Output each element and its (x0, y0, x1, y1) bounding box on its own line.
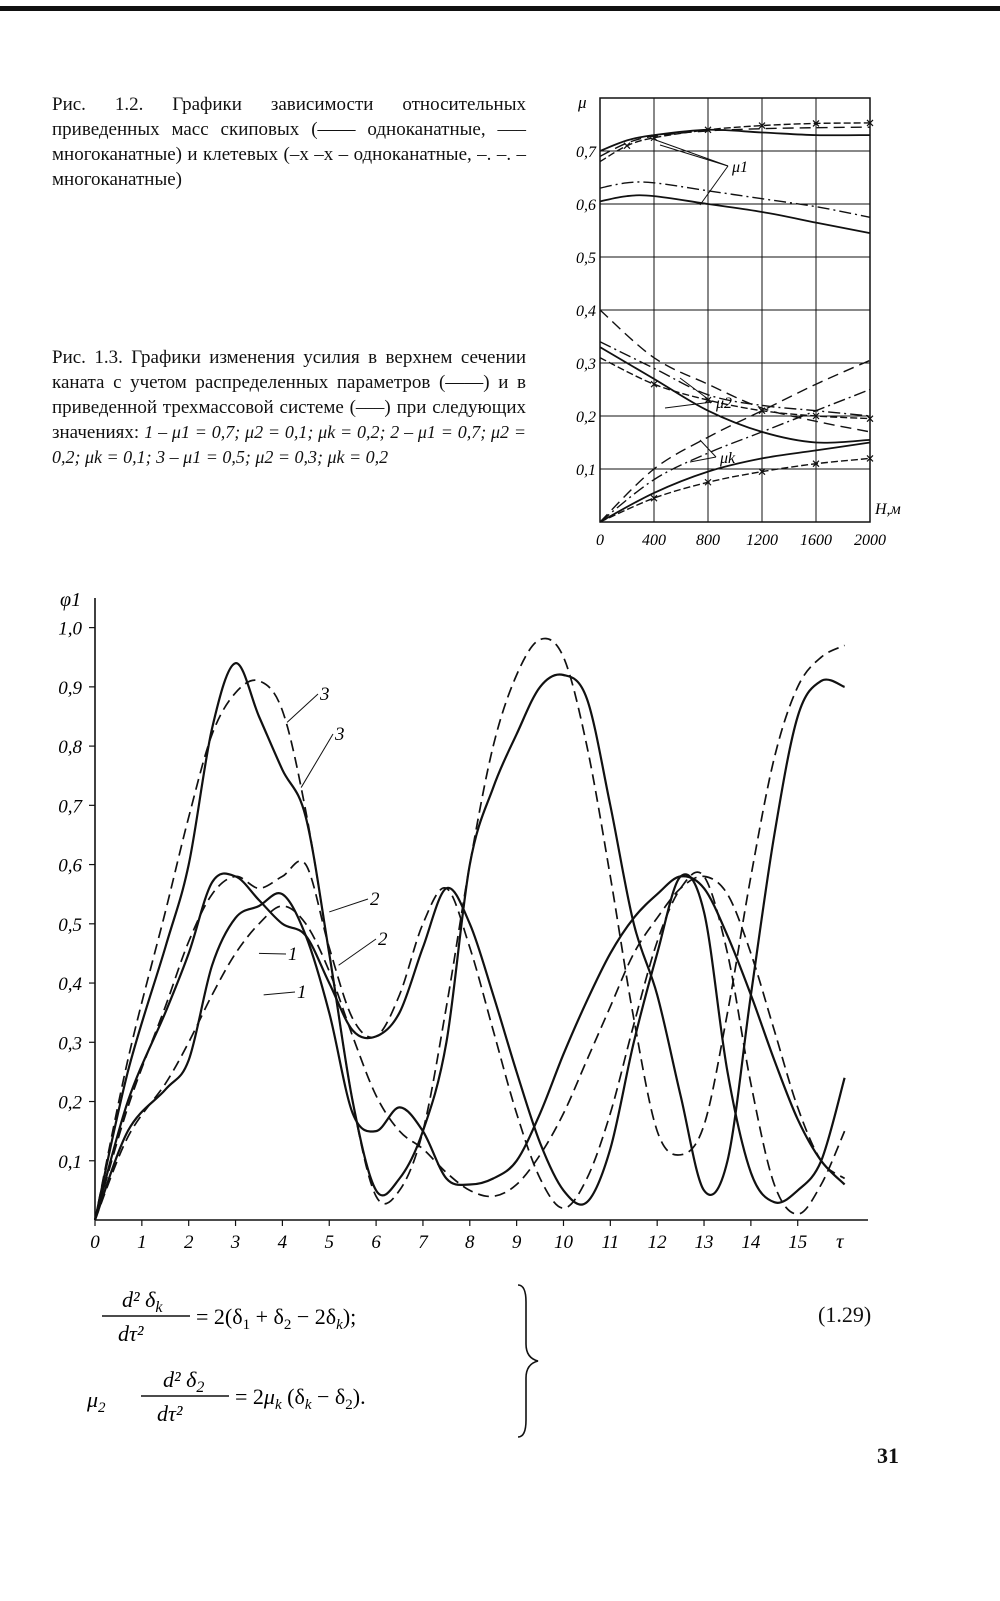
mu-x-tick-label: 400 (642, 532, 666, 549)
phi-series-2-solid (95, 873, 845, 1220)
mu-y-axis-label: μ (578, 93, 587, 112)
phi-curve-label: 2 (378, 929, 388, 950)
system-brace (508, 1282, 548, 1440)
phi-curve-label: 2 (370, 889, 380, 910)
equation-2 (85, 1365, 485, 1434)
phi-x-tick-label: 4 (277, 1232, 288, 1253)
equation-2-svg (85, 1365, 485, 1427)
phi-x-tick-label: 15 (788, 1232, 808, 1253)
phi-curve-label: 1 (288, 944, 298, 965)
equation-1 (100, 1285, 480, 1354)
figure-1-3-parameter-values: 1 – μ1 = 0,7; μ2 = 0,1; μk = 0,2; 2 – μ1 = 0,7; μ2 = 0,2; μk = 0,1; 3 – μ1 = 0,5; μ2 = 0,3; μk = 0,2 (52, 422, 527, 467)
phi-y-tick-label: 1,0 (58, 618, 82, 640)
phi-label-leader (259, 953, 286, 954)
phi-y-tick-label: 0,6 (58, 855, 82, 877)
mu-y-tick-label: 0,2 (576, 409, 596, 426)
mu-annotation-label: μ1 (732, 159, 749, 176)
mu-y-tick-label: 0,3 (576, 356, 596, 373)
phi-x-tick-label: 13 (694, 1232, 714, 1253)
mu-annotation-label: μk (720, 450, 736, 467)
phi-y-tick-label: 0,5 (58, 914, 82, 936)
equation-1-svg (100, 1285, 480, 1347)
phi-curve-label: 3 (320, 684, 330, 705)
eq1-denominator: dτ² (118, 1321, 144, 1346)
phi-x-tick-label: 1 (137, 1232, 147, 1253)
phi-y-axis-label: φ1 (60, 589, 82, 611)
mu-x-tick-label: 0 (596, 532, 604, 549)
mu-x-tick-label: 1200 (746, 532, 778, 549)
phi-series-1-solid (95, 876, 845, 1220)
mu-y-tick-label: 0,7 (576, 144, 596, 161)
phi-x-tick-label: 8 (465, 1232, 475, 1253)
phi-y-tick-label: 0,2 (58, 1092, 82, 1114)
mu-annotation-label: μ2 (716, 395, 733, 412)
eq1-numerator: d² $\delta_k$ (122, 1287, 163, 1316)
phi-x-tick-label: 5 (324, 1232, 334, 1253)
phi-y-tick-label: 0,9 (58, 677, 82, 699)
phi-y-tick-label: 0,7 (58, 796, 82, 818)
phi-x-tick-label: 0 (90, 1232, 100, 1253)
phi-label-leader (287, 694, 318, 722)
eq2-denominator: dτ² (157, 1401, 183, 1426)
mu-y-tick-label: 0,4 (576, 303, 596, 320)
phi-y-tick-label: 0,4 (58, 974, 82, 996)
mu-x-axis-label: H,м (875, 501, 901, 518)
mu-x-tick-label: 1600 (800, 532, 832, 549)
phi-x-tick-label: 9 (511, 1232, 522, 1253)
phi-x-tick-label: 7 (418, 1232, 428, 1253)
mu-y-tick-label: 0,5 (576, 250, 596, 267)
mu-x-tick-label: 800 (696, 532, 720, 549)
phi-x-tick-label: 11 (601, 1232, 620, 1253)
eq1-rhs: = $2(\delta_1 + \delta_2 - 2\delta_k)$; (196, 1304, 357, 1333)
phi-series-2-dash (95, 861, 845, 1220)
phi-y-tick-label: 0,1 (58, 1151, 82, 1173)
figure-1-2-caption: Рис. 1.2. Графики зависимости относительных приведенных масс скиповых (—— одноканатные, ––– многоканатные) и клетевых (–x –x – одноканатные, –. –. – многоканатные) (52, 94, 526, 190)
phi-label-leader (264, 992, 295, 995)
phi-label-leader (329, 899, 368, 912)
phi-curve-label: 3 (335, 724, 345, 745)
phi-x-tick-label: 6 (371, 1232, 381, 1253)
mu-x-tick-label: 2000 (854, 532, 886, 549)
phi-series-1-dash (95, 876, 845, 1220)
phi-x-tick-label: 14 (741, 1232, 761, 1253)
phi-y-tick-label: 0,8 (58, 737, 82, 759)
phi-x-axis-label: τ (836, 1229, 844, 1253)
mu-y-tick-label: 0,1 (576, 462, 596, 479)
phi-x-tick-label: 10 (553, 1232, 573, 1253)
phi-label-leader (339, 939, 376, 965)
phi-x-tick-label: 3 (230, 1232, 241, 1253)
equation-number: (1.29) (818, 1302, 872, 1327)
phi-y-tick-label: 0,3 (58, 1033, 82, 1055)
eq2-rhs: = $2\mu_k$ $(\delta_k - \delta_2)$. (235, 1384, 366, 1413)
phi-label-leader (301, 734, 333, 788)
phi-curve-label: 1 (297, 982, 307, 1003)
mu-y-tick-label: 0,6 (576, 197, 596, 214)
eq2-coefficient: $\mu_2$ (87, 1387, 106, 1416)
eq2-numerator: d² $\delta_2$ (163, 1367, 205, 1396)
phi-x-tick-label: 2 (183, 1232, 194, 1253)
figure-1-3-caption-text: Рис. 1.3. Графики изменения усилия в верхнем сечении каната с учетом распределенных параметров (——) и в приведенной трехмассовой системе (–––) при следующих значениях: (52, 347, 526, 443)
page-number: 31 (877, 1443, 899, 1468)
phi-x-tick-label: 12 (647, 1232, 667, 1253)
